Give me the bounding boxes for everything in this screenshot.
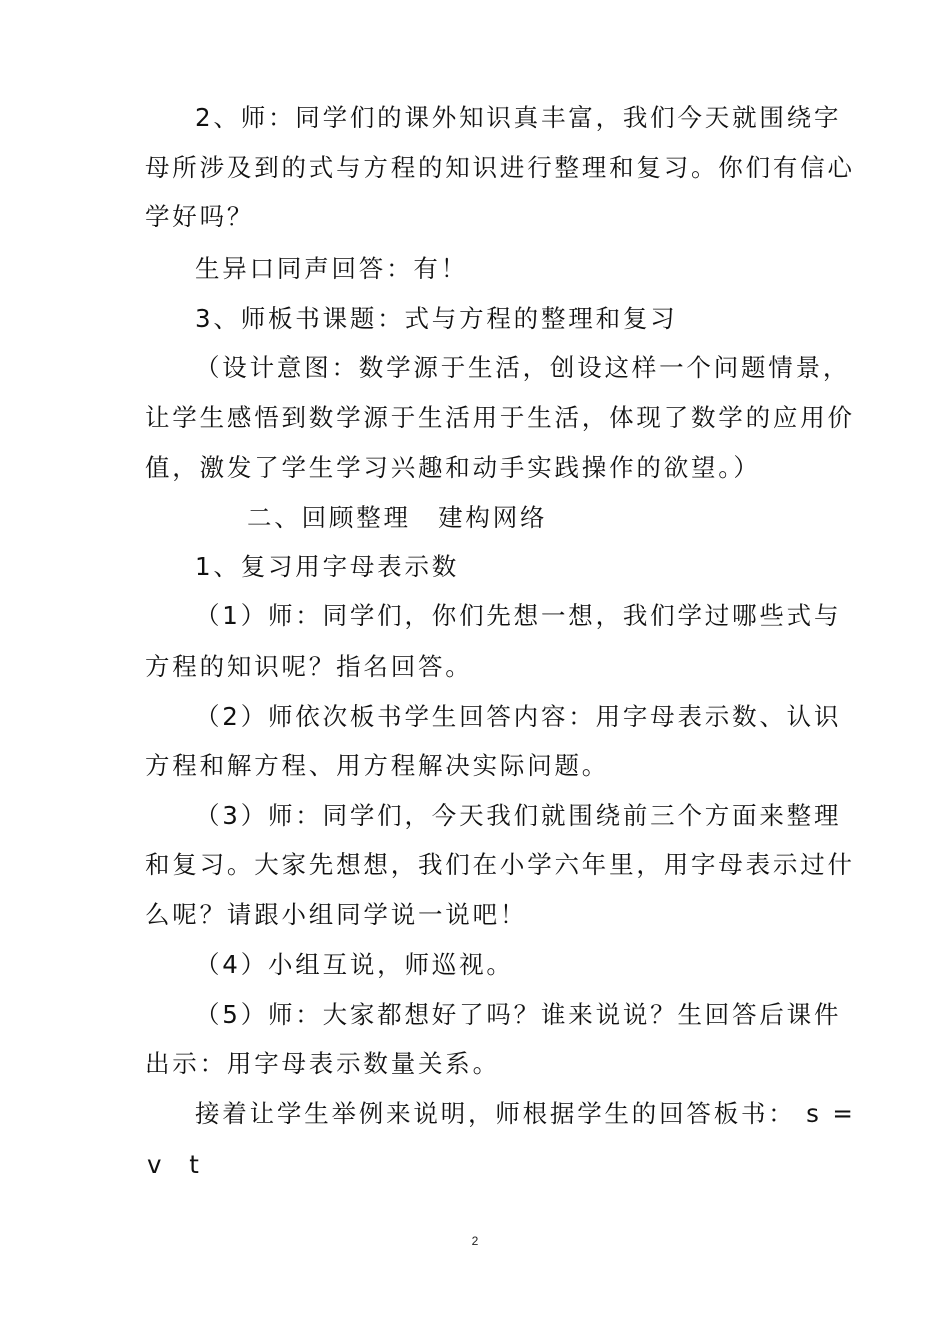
paragraph-line: 值，激发了学生学习兴趣和动手实践操作的欲望。） (145, 453, 761, 482)
section-heading: 二、回顾整理 建构网络 (247, 503, 548, 532)
paragraph-line: （设计意图：数学源于生活，创设这样一个问题情景， (195, 353, 851, 382)
paragraph-line: 接着让学生举例来说明，师根据学生的回答板书： s = (195, 1099, 856, 1128)
paragraph-line: （3）师：同学们，今天我们就围绕前三个方面来整理 (195, 801, 842, 830)
paragraph-line: 2、师：同学们的课外知识真丰富，我们今天就围绕字 (195, 103, 842, 132)
formula-line: v t (147, 1150, 209, 1179)
paragraph-line: 3、师板书课题：式与方程的整理和复习 (195, 304, 678, 333)
page-number: 2 (471, 1234, 479, 1248)
paragraph-line: 方程和解方程、用方程解决实际问题。 (145, 751, 610, 780)
paragraph-line: 母所涉及到的式与方程的知识进行整理和复习。你们有信心 (145, 153, 855, 182)
paragraph-line: （5）师：大家都想好了吗？谁来说说？生回答后课件 (195, 1000, 842, 1029)
subsection-heading: 1、复习用字母表示数 (195, 552, 460, 581)
paragraph-line: 学好吗？ (145, 202, 255, 231)
paragraph-line: （4）小组互说，师巡视。 (195, 950, 514, 979)
paragraph-line: 让学生感悟到数学源于生活用于生活，体现了数学的应用价 (145, 403, 855, 432)
paragraph-line: 方程的知识呢？指名回答。 (145, 652, 473, 681)
paragraph-line: （1）师：同学们，你们先想一想，我们学过哪些式与 (195, 601, 842, 630)
paragraph-line: 生异口同声回答：有！ (195, 254, 468, 283)
paragraph-line: 和复习。大家先想想，我们在小学六年里，用字母表示过什 (145, 850, 855, 879)
paragraph-line: 出示：用字母表示数量关系。 (145, 1049, 500, 1078)
paragraph-line: 么呢？请跟小组同学说一说吧！ (145, 900, 528, 929)
paragraph-line: （2）师依次板书学生回答内容：用字母表示数、认识 (195, 702, 842, 731)
